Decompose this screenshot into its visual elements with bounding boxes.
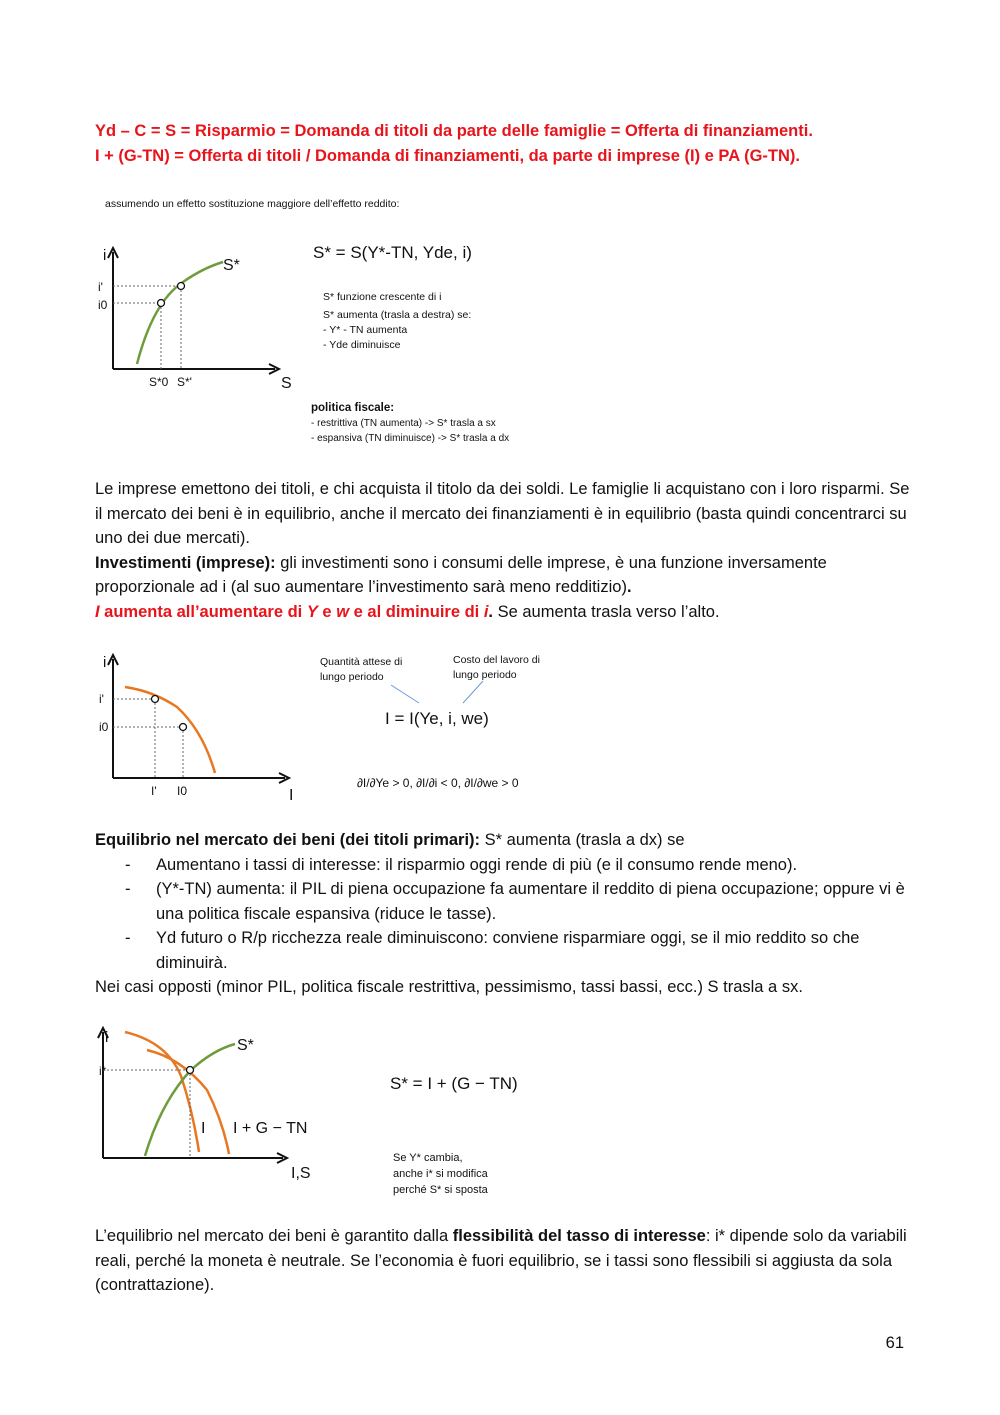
label-s: S* [237, 1037, 254, 1054]
policy-1: - restrittiva (TN aumenta) -> S* trasla a sx [311, 418, 496, 429]
point-1 [152, 696, 159, 703]
x-axis-label: S [281, 375, 292, 392]
page-number: 61 [885, 1334, 904, 1352]
figure1-caption: assumendo un effetto sostituzione maggiore dell’effetto reddito: [105, 198, 400, 210]
paragraph-investments [95, 551, 910, 600]
list-item: - (Y*-TN) aumenta: il PIL di piena occupazione fa aumentare il reddito di piena occupazione; oppure vi è una politica fiscale espansiva (riduce le tasse). [95, 877, 910, 926]
red-text-d: e [317, 602, 337, 621]
header-line-2: I + (G-TN) = Offerta di titoli / Domanda di finanziamenti, da parte di imprese (I) e PA (G-TN). [95, 147, 800, 165]
note-3: perché S* si sposta [393, 1184, 488, 1196]
figure-investment [95, 645, 565, 810]
rule-tail: Se aumenta trasla verso l’alto. [493, 602, 720, 621]
point-0 [180, 724, 187, 731]
curve-label-s: S* [223, 257, 240, 274]
label-cost-1: Costo del lavoro di [453, 654, 540, 666]
note-3: - Y* - TN aumenta [323, 324, 408, 336]
section-title-rest: S* aumenta (trasla a dx) se [480, 831, 685, 849]
equilibrium-equation: S* = I + (G − TN) [390, 1074, 518, 1093]
savings-diagram [95, 190, 550, 448]
red-text-f: e al diminuire di [349, 602, 484, 621]
paragraph-interest-flexibility [95, 1224, 910, 1298]
figure-equilibrium [95, 1020, 525, 1205]
section-title-bold: Equilibrio nel mercato dei beni (dei titoli primari): [95, 831, 481, 849]
red-text-b: aumenta all’aumentare di [99, 602, 307, 621]
section-goods-market [95, 828, 910, 1000]
red-I: I [95, 602, 100, 621]
investment-curve [125, 687, 215, 773]
savings-equation: S* = S(Y*-TN, Yde, i) [313, 243, 472, 262]
equilibrium-diagram [95, 1020, 525, 1200]
point-equilibrium-1 [178, 283, 185, 290]
x-axis-label: I [289, 787, 294, 804]
label-i: I [201, 1120, 206, 1137]
investment-curve [125, 1032, 199, 1152]
figure-savings [95, 190, 550, 453]
label-expected-2: lungo periodo [320, 671, 384, 683]
tick-s0: S*0 [149, 375, 169, 389]
tick-i1: i' [99, 692, 104, 706]
investment-derivatives: ∂I/∂Ye > 0, ∂I/∂i < 0, ∂I/∂we > 0 [357, 776, 519, 790]
tick-istar: i* [99, 1064, 107, 1078]
list-item: - Yd futuro o R/p ricchezza reale diminuiscono: conviene risparmiare oggi, se il mio reddito so che diminuirà. [95, 926, 910, 975]
y-axis-label: i [105, 1029, 109, 1046]
y-axis-label: i [103, 654, 107, 671]
label-i-g-tn: I + G − TN [233, 1120, 308, 1137]
text-bold: flessibilità del tasso di interesse [452, 1227, 706, 1245]
note-2: anche i* si modifica [393, 1168, 488, 1180]
tick-i0: i0 [98, 298, 108, 312]
paragraph-investment-rule [95, 600, 910, 625]
arrow-cost [463, 681, 483, 703]
investments-heading: Investimenti (imprese): [95, 553, 276, 572]
closing-line: Nei casi opposti (minor PIL, politica fiscale restrittiva, pessimismo, tassi bassi, ecc.) S trasla a sx. [95, 978, 803, 996]
header-line-1: Yd – C = S = Risparmio = Domanda di titoli da parte delle famiglie = Offerta di finanziamenti. [95, 122, 813, 140]
note-1: Se Y* cambia, [393, 1152, 463, 1164]
red-w: w [336, 602, 350, 621]
section-title [95, 828, 910, 853]
note-2: S* aumenta (trasla a destra) se: [323, 309, 472, 321]
y-axis-label: i [103, 247, 107, 264]
investments-dot: . [626, 578, 632, 596]
note-4: - Yde diminuisce [323, 339, 401, 351]
note-1: S* funzione crescente di i [323, 291, 442, 303]
list-item: - Aumentano i tassi di interesse: il risparmio oggi rende di più (e il consumo rende meno). [95, 853, 910, 878]
equilibrium-point [187, 1067, 194, 1074]
investment-diagram [95, 645, 565, 805]
paragraph-investment [95, 477, 910, 624]
text-a: L’equilibrio nel mercato dei beni è garantito dalla [95, 1227, 453, 1245]
investments-text: gli investimenti sono i consumi delle imprese, è una funzione inversamente proporzionale ad i (al suo aumentare l’investimento sarà meno redditizio) [95, 553, 827, 596]
red-Y: Y [306, 602, 318, 621]
label-expected-1: Quantità attese di [320, 656, 403, 668]
policy-2: - espansiva (TN diminuisce) -> S* trasla a dx [311, 433, 510, 444]
policy-title: politica fiscale: [311, 402, 395, 414]
closing-paragraph [95, 1224, 910, 1298]
paragraph-titles-text: Le imprese emettono dei titoli, e chi acquista il titolo da dei soldi. Le famiglie li acquistano con i loro risparmi. Se il mercato dei beni è in equilibrio, anche il mercato dei finanziamenti è in equilibrio (basta quindi concentrarci su uno dei due mercati). [95, 480, 910, 547]
tick-i1: i' [98, 280, 103, 294]
savings-curve [137, 262, 223, 364]
arrow-expected [391, 685, 419, 703]
tick-s1: S*' [177, 375, 192, 389]
x-axis-label: I,S [291, 1165, 311, 1182]
red-i: i [483, 602, 489, 621]
text-b: : i* dipende solo da variabili reali, perché la moneta è neutrale. Se l’economia è fuori equilibrio, se i tassi sono flessibili si aggiusta da sola (contrattazione). [95, 1227, 907, 1294]
point-equilibrium-0 [158, 300, 165, 307]
tick-I0: I0 [177, 784, 188, 798]
conditions-list [95, 853, 910, 976]
tick-I1: I' [151, 784, 157, 798]
investment-equation: I = I(Ye, i, we) [385, 709, 489, 728]
tick-i0: i0 [99, 720, 109, 734]
label-cost-2: lungo periodo [453, 669, 517, 681]
rule-dot: . [488, 602, 494, 621]
